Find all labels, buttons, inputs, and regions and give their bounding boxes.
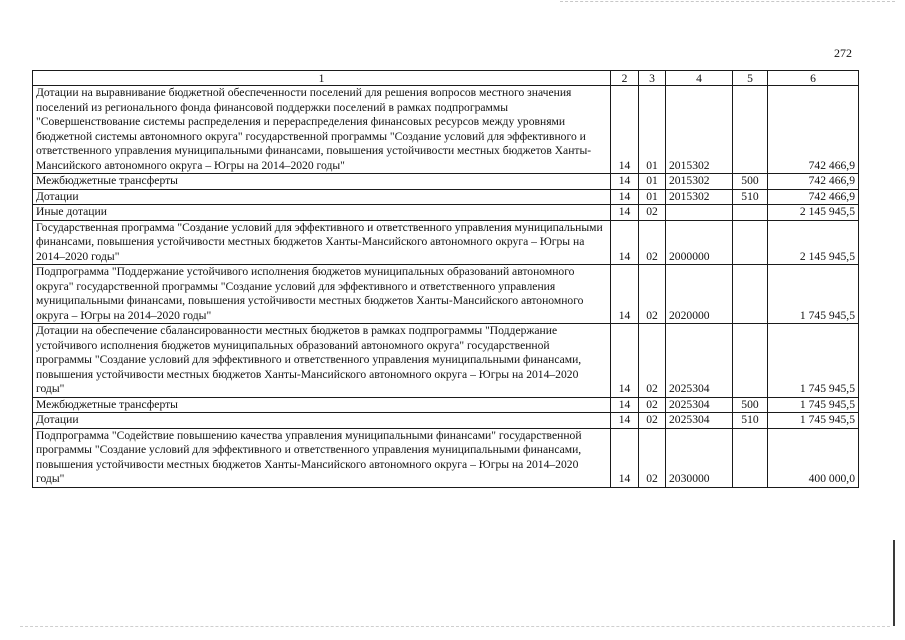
row-subsection: 02 — [639, 205, 666, 221]
row-expense-type: 510 — [733, 413, 768, 429]
row-amount: 1 745 945,5 — [768, 265, 859, 324]
header-col-3: 3 — [639, 71, 666, 86]
row-expense-type — [733, 324, 768, 398]
row-amount: 2 145 945,5 — [768, 220, 859, 265]
row-name: Дотации — [33, 189, 611, 205]
row-target-article: 2020000 — [666, 265, 733, 324]
row-section: 14 — [611, 189, 639, 205]
row-section: 14 — [611, 205, 639, 221]
row-subsection: 01 — [639, 86, 666, 174]
row-subsection: 01 — [639, 189, 666, 205]
table-row — [33, 397, 859, 413]
scan-artifact-top — [560, 1, 895, 4]
row-expense-type — [733, 205, 768, 221]
row-target-article: 2015302 — [666, 174, 733, 190]
page-number: 272 — [834, 46, 852, 60]
table-row — [33, 86, 859, 174]
row-amount: 1 745 945,5 — [768, 324, 859, 398]
scan-artifact-right-edge — [893, 540, 895, 626]
table-row — [33, 324, 859, 398]
table-header-row — [33, 71, 859, 86]
row-expense-type: 510 — [733, 189, 768, 205]
header-col-5: 5 — [733, 71, 768, 86]
table-row — [33, 205, 859, 221]
row-section: 14 — [611, 324, 639, 398]
row-section: 14 — [611, 397, 639, 413]
header-col-1: 1 — [33, 71, 611, 86]
row-section: 14 — [611, 413, 639, 429]
row-section: 14 — [611, 428, 639, 487]
row-target-article: 2000000 — [666, 220, 733, 265]
row-name: Дотации на выравнивание бюджетной обеспеченности поселений для решения вопросов местного значения поселений из регионального фонда финансовой поддержки поселений в рамках подпрограммы "Совершенствование системы распределения и перераспределения финансовых ресурсов между уровнями бюджетной системы автономного округа" государственной программы "Создание условий для эффективного и ответственного управления муниципальными финансами, повышения устойчивости местных бюджетов Ханты-Мансийского автономного округа – Югры на 2014–2020 годы" — [33, 86, 611, 174]
scan-artifact-bottom — [20, 626, 890, 629]
row-target-article: 2015302 — [666, 86, 733, 174]
row-expense-type — [733, 428, 768, 487]
table-row — [33, 189, 859, 205]
row-target-article — [666, 205, 733, 221]
row-target-article: 2030000 — [666, 428, 733, 487]
row-subsection: 01 — [639, 174, 666, 190]
header-col-2: 2 — [611, 71, 639, 86]
row-name: Подпрограмма "Содействие повышению качества управления муниципальными финансами" государственной программы "Создание условий для эффективного и ответственного управления муниципальными финансами, повышения устойчивости местных бюджетов Ханты-Мансийского автономного округа – Югры на 2014–2020 годы" — [33, 428, 611, 487]
row-section: 14 — [611, 220, 639, 265]
row-target-article: 2025304 — [666, 413, 733, 429]
row-subsection: 02 — [639, 324, 666, 398]
row-amount: 2 145 945,5 — [768, 205, 859, 221]
row-amount: 742 466,9 — [768, 174, 859, 190]
row-section: 14 — [611, 174, 639, 190]
row-expense-type: 500 — [733, 397, 768, 413]
row-subsection: 02 — [639, 413, 666, 429]
table-row — [33, 428, 859, 487]
row-subsection: 02 — [639, 265, 666, 324]
table-row — [33, 220, 859, 265]
row-expense-type — [733, 220, 768, 265]
row-subsection: 02 — [639, 428, 666, 487]
row-target-article: 2025304 — [666, 397, 733, 413]
row-name: Межбюджетные трансферты — [33, 397, 611, 413]
row-amount: 742 466,9 — [768, 86, 859, 174]
row-expense-type: 500 — [733, 174, 768, 190]
row-section: 14 — [611, 265, 639, 324]
row-expense-type — [733, 86, 768, 174]
header-col-4: 4 — [666, 71, 733, 86]
row-amount: 742 466,9 — [768, 189, 859, 205]
header-col-6: 6 — [768, 71, 859, 86]
row-amount: 400 000,0 — [768, 428, 859, 487]
row-target-article: 2015302 — [666, 189, 733, 205]
table-row — [33, 413, 859, 429]
row-amount: 1 745 945,5 — [768, 397, 859, 413]
row-expense-type — [733, 265, 768, 324]
budget-table — [32, 70, 859, 488]
row-name: Государственная программа "Создание условий для эффективного и ответственного управления муниципальными финансами, повышения устойчивости местных бюджетов Ханты-Мансийского автономного округа – Югры на 2014–2020 годы" — [33, 220, 611, 265]
row-name: Дотации на обеспечение сбалансированности местных бюджетов в рамках подпрограммы "Поддержание устойчивого исполнения бюджетов муниципальных образований автономного округа" государственной программы "Создание условий для эффективного и ответственного управления муниципальными финансами, повышения устойчивости местных бюджетов Ханты-Мансийского автономного округа – Югры на 2014–2020 годы" — [33, 324, 611, 398]
row-subsection: 02 — [639, 220, 666, 265]
row-name: Подпрограмма "Поддержание устойчивого исполнения бюджетов муниципальных образований автономного округа" государственной программы "Создание условий для эффективного и ответственного управления муниципальными финансами, повышения устойчивости местных бюджетов Ханты-Мансийского автономного округа – Югры на 2014–2020 годы" — [33, 265, 611, 324]
row-amount: 1 745 945,5 — [768, 413, 859, 429]
row-name: Дотации — [33, 413, 611, 429]
row-name: Иные дотации — [33, 205, 611, 221]
row-name: Межбюджетные трансферты — [33, 174, 611, 190]
row-target-article: 2025304 — [666, 324, 733, 398]
table-row — [33, 265, 859, 324]
row-subsection: 02 — [639, 397, 666, 413]
table-row — [33, 174, 859, 190]
row-section: 14 — [611, 86, 639, 174]
